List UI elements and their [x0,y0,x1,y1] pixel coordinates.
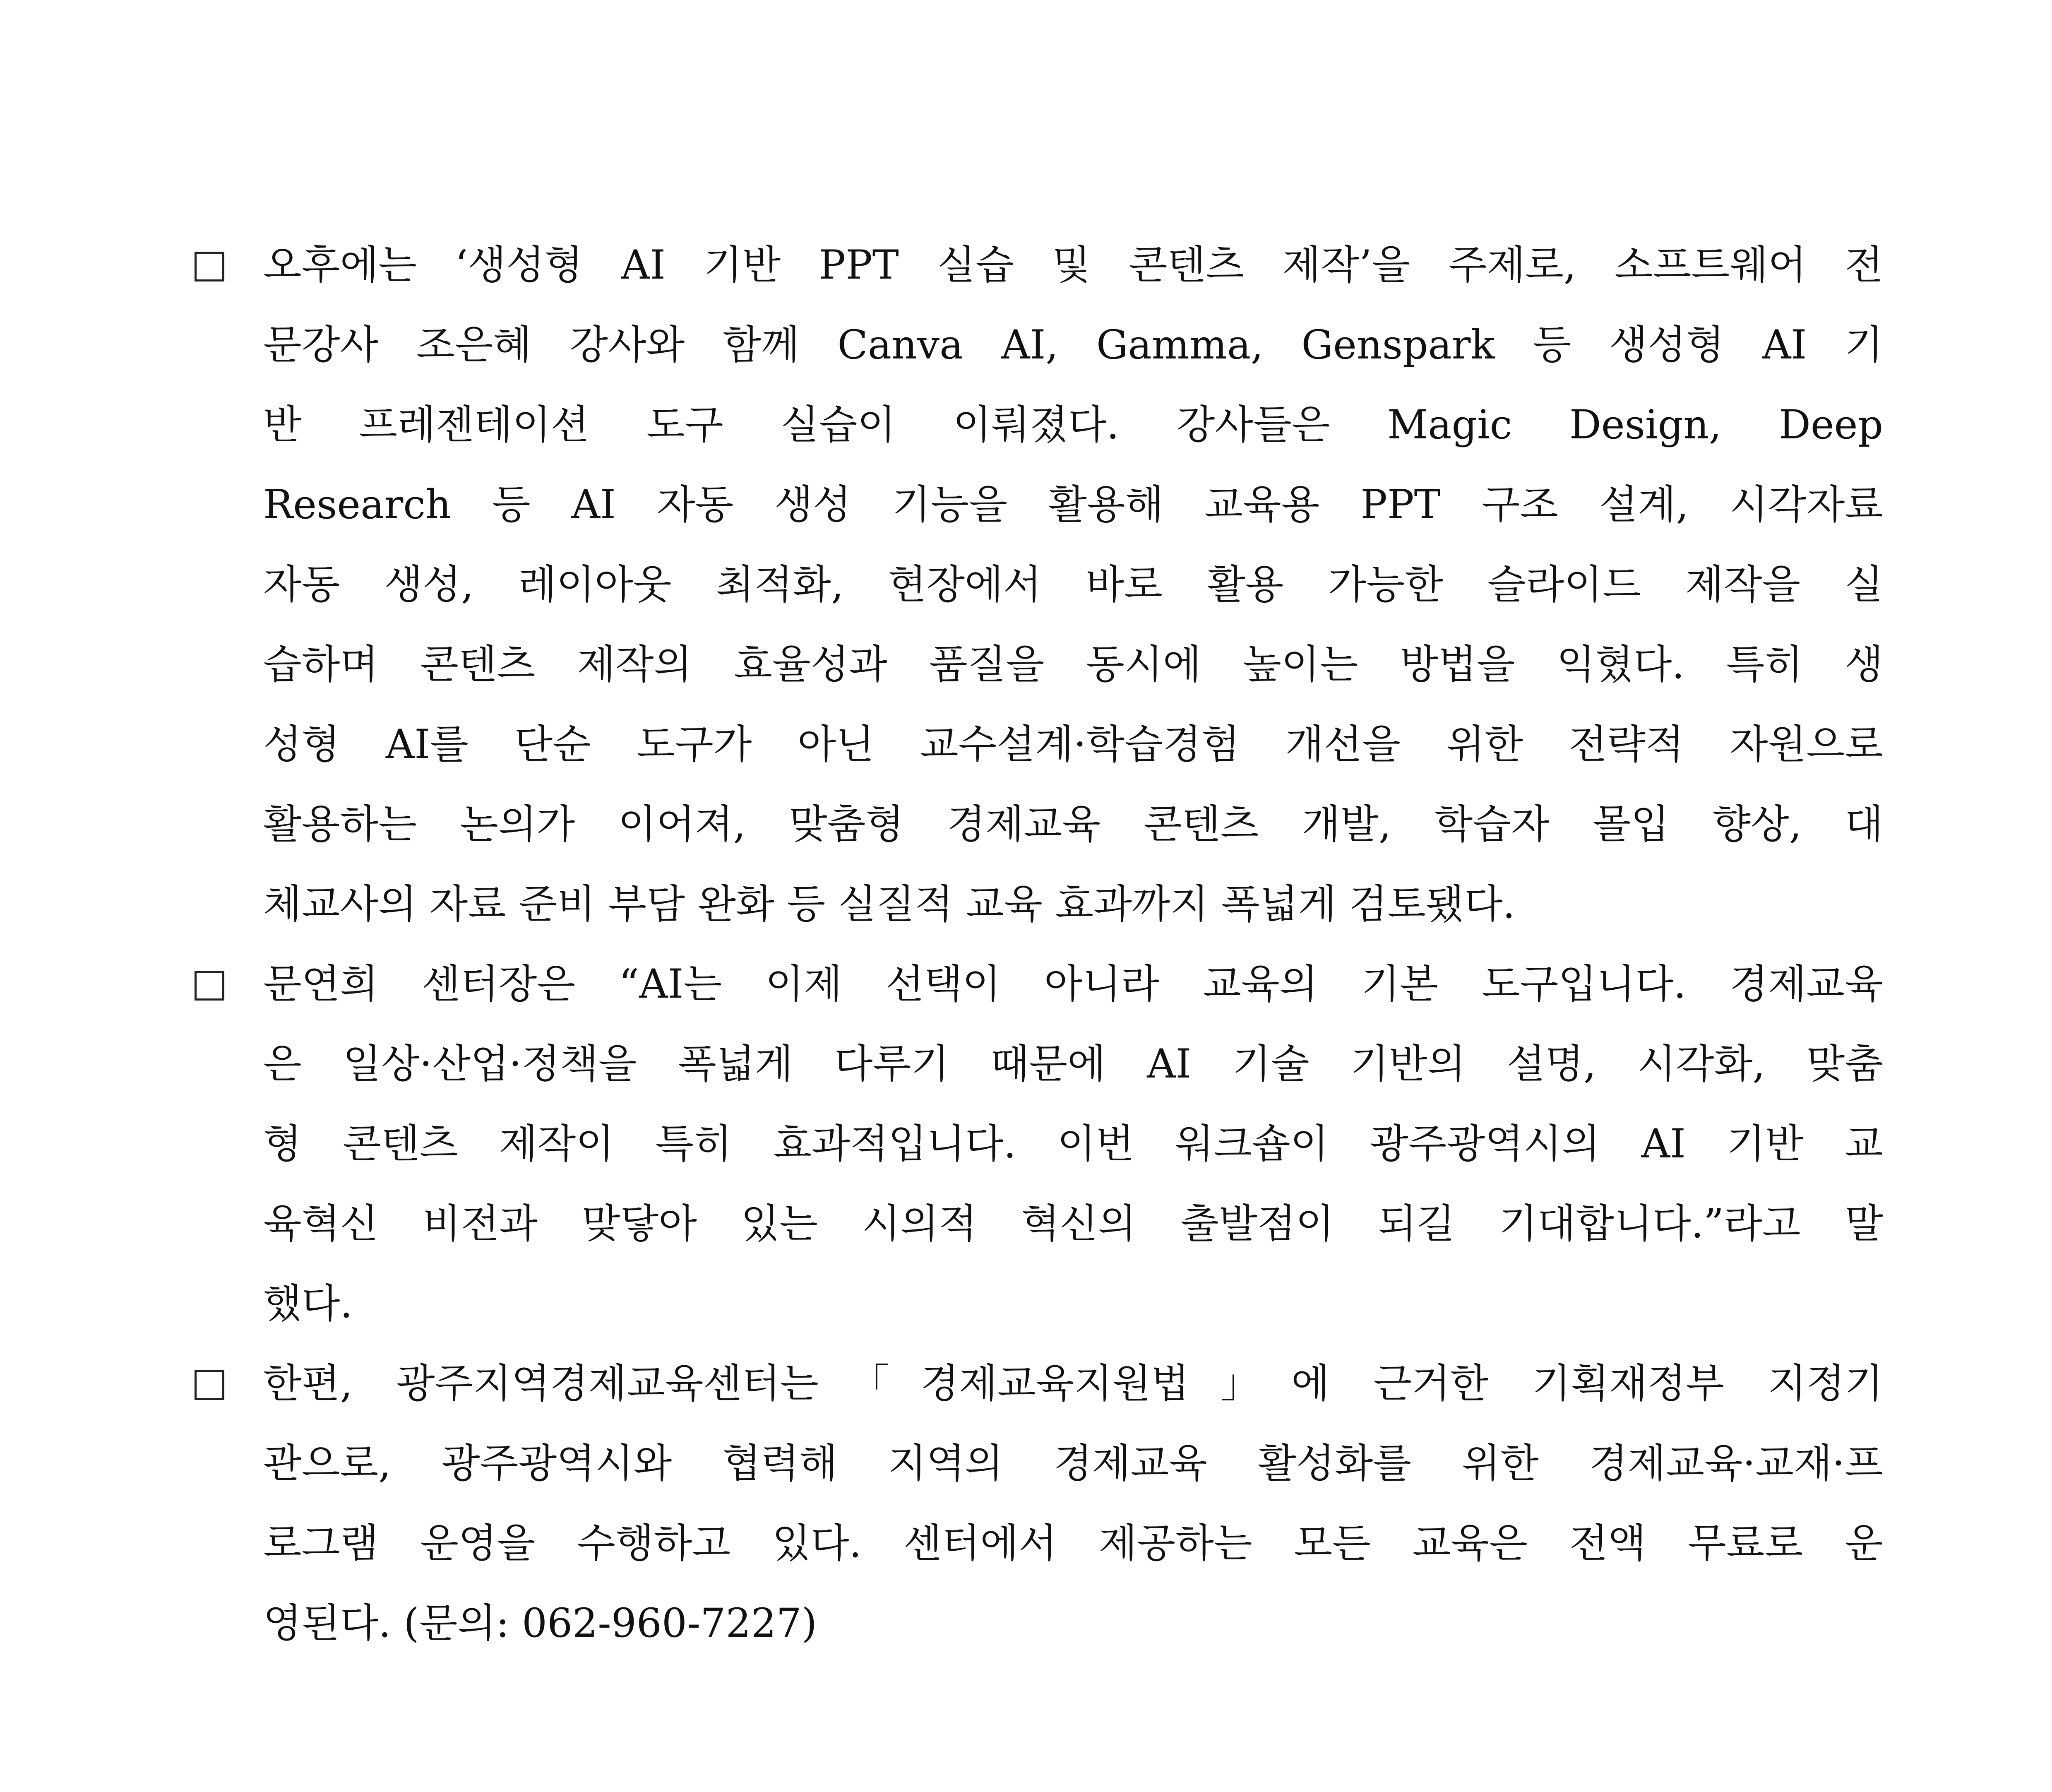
text-line: 자동 생성, 레이아웃 최적화, 현장에서 바로 활용 가능한 슬라이드 제작을 실 [263,561,1883,608]
paragraph-text [263,959,1883,1359]
checkbox-bullet-icon [195,252,224,281]
text-line: 한편, 광주지역경제교육센터는「경제교육지원법」에 근거한 기획재정부 지정기 [263,1360,1883,1407]
text-line: 활용하는 논의가 이어져, 맞춤형 경제교육 콘텐츠 개발, 학습자 몰입 향상, 대 [263,801,1883,847]
text-line: 했다. [263,1280,353,1327]
text-line: Research 등 AI 자동 생성 기능을 활용해 교육용 PPT 구조 설계, 시각자료 [263,481,1883,528]
text-line: 관으로, 광주광역시와 협력해 지역의 경제교육 활성화를 위한 경제교육·교재·프 [263,1440,1883,1487]
text-line: 형 콘텐츠 제작이 특히 효과적입니다. 이번 워크숍이 광주광역시의 AI 기반 교 [263,1121,1883,1167]
text-line: 문연희 센터장은 “AI는 이제 선택이 아니라 교육의 기본 도구입니다. 경제교육 [263,961,1883,1007]
text-line: 반 프레젠테이션 도구 실습이 이뤄졌다. 강사들은 Magic Design, Deep [263,402,1883,448]
paragraph-text [263,240,1883,959]
text-line: 로그램 운영을 수행하고 있다. 센터에서 제공하는 모든 교육은 전액 무료로 운 [263,1520,1883,1566]
text-line: 체교사의 자료 준비 부담 완화 등 실질적 교육 효과까지 폭넓게 검토됐다. [263,881,1516,927]
text-line: 육혁신 비전과 맞닿아 있는 시의적 혁신의 출발점이 되길 기대합니다.”라고 말 [263,1200,1883,1247]
paragraph-text [263,1359,1883,1678]
checkbox-bullet-icon [195,1370,224,1400]
checkbox-bullet-icon [195,971,224,1001]
text-line: 습하며 콘텐츠 제작의 효율성과 품질을 동시에 높이는 방법을 익혔다. 특히 생 [263,641,1883,688]
text-line: 영된다. (문의: 062-960-7227) [263,1600,817,1646]
text-line: 문강사 조은혜 강사와 함께 Canva AI, Gamma, Genspark 등 생성형 AI 기 [263,322,1883,368]
text-line: 성형 AI를 단순 도구가 아닌 교수설계·학습경험 개선을 위한 전략적 자원으로 [263,721,1883,767]
text-line: 오후에는 ‘생성형 AI 기반 PPT 실습 및 콘텐츠 제작’을 주제로, 소프트웨어 전 [263,242,1883,288]
text-line: 은 일상·산업·정책을 폭넓게 다루기 때문에 AI 기술 기반의 설명, 시각화, 맞춤 [263,1041,1883,1087]
